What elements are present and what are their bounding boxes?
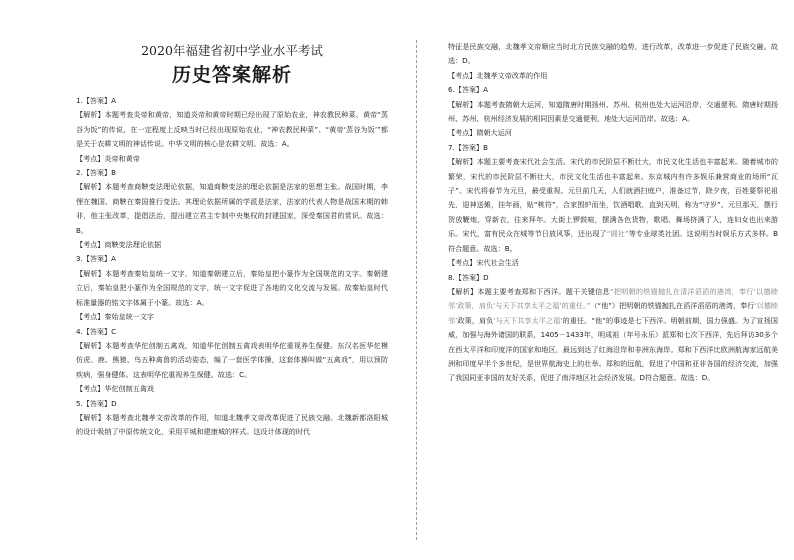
- q1-analysis: 【解析】本题考查炎帝和黄帝，知道炎帝和黄帝时期已经出现了原始农业，神农教民种菜、黄帝“蒸谷为饭”的传说，在一定程度上反映当时已经出现原始农业，“神农教民种菜”、“黄帝‘蒸谷为饭’”都是关于农耕文明的神话传说。中华文明的核心是农耕文明。故选：A。: [76, 110, 388, 149]
- q5-analysis: 【解析】本题考查北魏孝文帝改革的作用，知道北魏孝文帝改革促进了民族交融。北魏新都洛阳城的设计吸纳了中原传统文化，采用平城和建康城的样式。这设计体现的时代: [76, 412, 388, 437]
- column-divider: [416, 40, 417, 540]
- q2-analysis: 【解析】本题考查商鞅变法理论依据，知道商鞅变法的理论依据是法家的思想主张。战国时期，李悝在魏国、商鞅在秦国推行变法。其理论依据所属的学派是法家，法家的代表人物是战国末期的韩非，他主张改革，提倡法治，提出建立君主专制中央集权的封建国家，深受秦国君的赏识。故选：B。: [76, 182, 388, 235]
- exam-title: 2020年福建省初中学业水平考试: [141, 43, 323, 58]
- left-column: [76, 36, 388, 440]
- q7-analysis-text: 【解析】本题主要考查宋代社会生活。宋代的市民阶层不断壮大，市民文化生活也丰富起来。随着城市的繁荣，宋代的市民阶层不断壮大，市民文化生活也丰富起来。东京城内有许多娱乐兼营商业的场所“瓦子”。宋代将春节为元旦，最受重视。元旦前几天，人们就酒扫庭户，准备过节，除夕夜，百姓要祭祀祖先，迎神送傩，挂年画，贴“桃符”，合家围炉而坐，饮酒唱歌，直到天明，称为“守岁”。元旦那天，摆行贺放鞭炮，穿新衣，往来拜年。大街上锣鼓喧，摆满各色货物，歌唱、舞场挤满了人，连妇女也出来游乐。宋代，富有民众在城等节日放风筝，还出现了: [448, 157, 778, 239]
- q7-analysis-text-end: 等专业球类社团。这说明当时娱乐方式多样。B符合题意。故选：B。: [448, 229, 778, 253]
- q8-text-2: （“他”）把明朝的铁锚抛扎在滔洋滔滔的港湾，奉行: [590, 301, 755, 311]
- q6-analysis: 【解析】本题考查隋朝大运河，知道隋唐时期扬州、苏州、杭州也处大运河沿岸，交通便利。隋唐时期扬州、苏州、杭州经济发展的相同因素是交通便利，地处大运河沿岸。故选：A。: [448, 99, 778, 124]
- q8-analysis: [448, 285, 778, 386]
- q8-text-1: 【解析】本题主要考查郑和下西洋。题干关键信息: [448, 286, 610, 296]
- right-column: [448, 40, 778, 386]
- q5-answer: 5.【答案】D: [76, 398, 117, 408]
- q7-quote: “圆社”: [606, 229, 629, 239]
- q6-answer: 6.【答案】A: [448, 85, 488, 95]
- q5-analysis-continued: 特征是民族交融，北魏孝文帝顺应当时北方民族交融的趋势，进行改革，改革进一步促进了民族交融。故选：D。: [448, 42, 778, 66]
- q3-point: 【考点】秦始皇统一文字: [76, 312, 155, 322]
- q7-answer: 7.【答案】B: [448, 142, 489, 152]
- q3-analysis: 【解析】本题考查秦始皇统一文字，知道秦朝建立后，秦始皇把小篆作为全国规范的文字。秦朝建立后，秦始皇把小篆作为全国规范的文字，统一文字促进了各地的文化交流与发展。故秦始皇时代标准量器的铭文字体属于小篆。故选：A。: [76, 268, 388, 307]
- q5-point: 【考点】北魏孝文帝改革的作用: [448, 70, 548, 80]
- q8-quote-1: “把明朝的铁锚抛扎在清洋滔滔的港湾，奉行‘以德睦邻’政策，肩负‘与天下共享太平之福’的重任。”: [448, 286, 778, 311]
- q1-answer: 1.【答案】A: [76, 96, 116, 105]
- q7-analysis: [448, 155, 778, 256]
- q8-text-4: 的重任。“他”的事迹是七下西洋。明朝前期，国力强盛。为了宣扬国威，加强与海外诸国的联系，1405－1433年，明成祖（年号永乐）派郑和七次下西洋，先后拜访30多个在西太平洋和印度洋的国家和地区，最远到达了红海沿岸和非洲东海岸。郑和下西洋比欧洲航海家远航美洲和印度早半个多世纪，是世界航海史上的壮举。郑和的远航，促进了中国和亚非各国的经济交流，加强了我国同亚非国的友好关系，促进了南洋地区社会经济发展。D符合题意。故选：D。: [448, 315, 778, 383]
- q8-text-3: 政策，肩负: [457, 315, 494, 325]
- q2-point: 【考点】商鞅变法理论依据: [76, 240, 162, 250]
- q8-answer: 8.【答案】D: [448, 272, 489, 282]
- q7-point: 【考点】宋代社会生活: [448, 258, 519, 268]
- q2-answer: 2.【答案】B: [76, 168, 117, 178]
- q8-quote-3: ‘与天下共享太平之福’: [493, 315, 563, 325]
- q1-point: 【考点】炎帝和黄帝: [76, 153, 140, 163]
- page-title: 历史答案解析: [171, 64, 292, 86]
- q3-answer: 3.【答案】A: [76, 254, 116, 264]
- q4-answer: 4.【答案】C: [76, 326, 117, 336]
- q8-quote-2: ‘以德睦邻’: [448, 301, 778, 325]
- q4-analysis: 【解析】本题考查华佗创制五禽戏，知道华佗创制五禽戏表明华佗重视养生保健。东汉名医华佗模仿虎、鹿、熊猿、鸟五种禽兽的活动姿态，编了一套医学体操，这套体操叫做“五禽戏”，用以预防疾病，强身健体。这表明华佗重视养生保健。故选：C。: [76, 340, 388, 379]
- q6-point: 【考点】隋朝大运河: [448, 128, 512, 138]
- q4-point: 【考点】华佗创制五禽戏: [76, 384, 155, 394]
